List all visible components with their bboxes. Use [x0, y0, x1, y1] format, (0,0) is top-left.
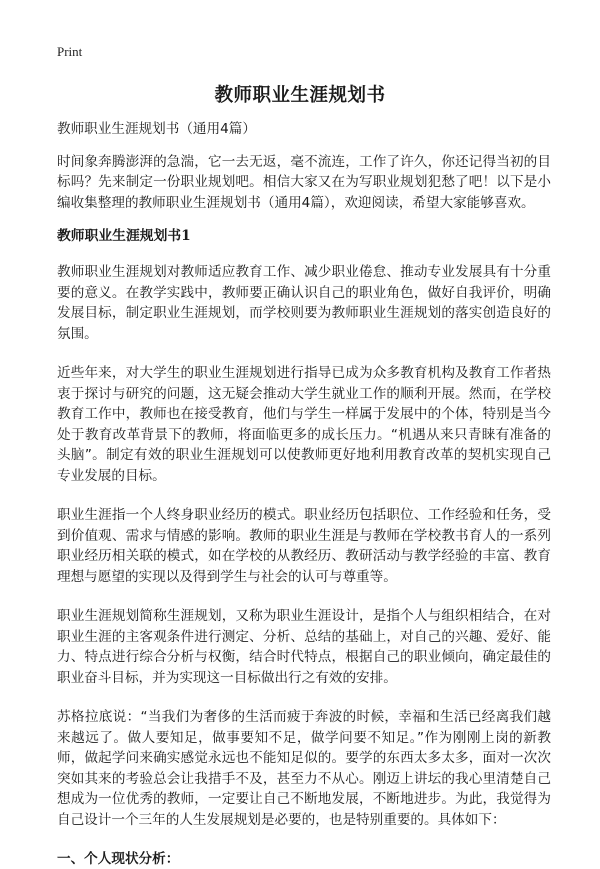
print-link[interactable]: Print: [57, 44, 83, 59]
body-paragraph-5: 苏格拉底说：“当我们为奢侈的生活而疲于奔波的时候，幸福和生活已经离我们越来越远了。做人要知足，做事要知不足，做学问要不知足。”作为刚刚上岗的新教师，做起学问来确实感觉永远也不能知足似的。要学的东西太多太多，面对一次次突如其来的考验总会让我措手不及，甚至力不从心。刚迈上讲坛的我心里清楚自己想成为一位优秀的教师，一定要让自己不断地发展，不断地进步。为此，我觉得为自己设计一个三年的人生发展规划是必要的，也是特别重要的。具体如下：: [57, 709, 551, 828]
sub-heading: 一、个人现状分析：: [57, 851, 180, 867]
body-paragraph-3: 职业生涯指一个人终身职业经历的模式。职业经历包括职位、工作经验和任务，受到价值观、需求与情感的影响。教师的职业生涯是与教师在学校教书育人的一系列职业经历相关联的模式，如在学校的从教经历、教研活动与教学经验的丰富、教育理想与愿望的实现以及得到学生与社会的认可与尊重等。: [57, 507, 551, 585]
body-paragraph-2: 近些年来，对大学生的职业生涯规划进行指导已成为众多教育机构及教育工作者热衷于探讨与研究的问题，这无疑会推动大学生就业工作的顺利开展。然而，在学校教育工作中，教师也在接受教育，他们与学生一样属于发展中的个体，特别是当今处于教育改革背景下的教师，将面临更多的成长压力。“机遇从来只青睐有准备的头脑”。制定有效的职业生涯规划可以使教师更好地利用教育改革的契机实现自己专业发展的目标。: [57, 365, 551, 484]
body-paragraph-4: 职业生涯规划简称生涯规划，又称为职业生涯设计，是指个人与组织相结合，在对职业生涯的主客观条件进行测定、分析、总结的基础上，对自己的兴趣、爱好、能力、特点进行综合分析与权衡，结合时代特点，根据自己的职业倾向，确定最佳的职业奋斗目标，并为实现这一目标做出行之有效的安排。: [57, 608, 551, 686]
intro-paragraph: 时间象奔腾澎湃的急湍，它一去无返，毫不流连，工作了许久，你还记得当初的目标吗？先来制定一份职业规划吧。相信大家又在为写职业规划犯愁了吧！以下是小编收集整理的教师职业生涯规划书（通用4篇），欢迎阅读，希望大家能够喜欢。: [57, 153, 551, 211]
document-subtitle: 教师职业生涯规划书（通用4篇）: [57, 121, 256, 137]
section-heading: 教师职业生涯规划书1: [57, 228, 191, 244]
document-body: [57, 119, 551, 869]
document-title: 教师职业生涯规划书: [214, 85, 386, 106]
body-paragraph-1: 教师职业生涯规划对教师适应教育工作、减少职业倦怠、推动专业发展具有十分重要的意义。在教学实践中，教师要正确认识自己的职业角色，做好自我评价，明确发展目标，制定职业生涯规划，而学校则要为教师职业生涯规划的落实创造良好的氛围。: [57, 264, 551, 342]
